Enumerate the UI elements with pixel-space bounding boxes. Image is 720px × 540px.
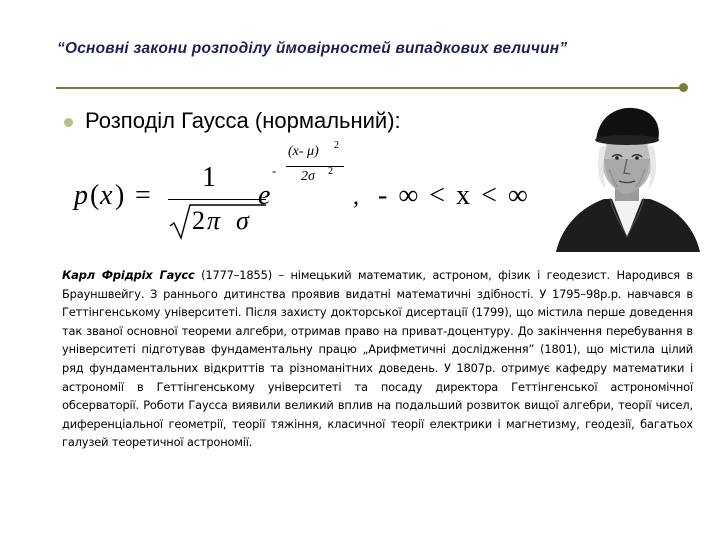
formula-range: - ∞ < x < ∞: [378, 180, 528, 211]
formula-p: p: [74, 180, 88, 211]
formula-x: x: [100, 180, 113, 211]
gauss-portrait: [552, 97, 702, 252]
formula-e: e: [258, 180, 271, 211]
formula-open-paren: (: [90, 180, 100, 211]
divider-end-dot: [679, 83, 688, 92]
exponent-minus: -: [272, 163, 277, 178]
formula-close-paren: ): [115, 180, 125, 211]
exponent-denominator-power: 2: [328, 166, 333, 177]
sqrt-pi: π: [207, 206, 221, 235]
gauss-formula: [60, 140, 540, 240]
biography-text: (1777–1855) – німецький математик, астроном, фізик і геодезист. Народився в Брауншвейгу. З раннього дитинства проявив видатні математичні здібності. У 1795–98р.р. навчався в Геттінгенському університеті. Після захисту докторської дисертації (1799), що містила перше доведення так званої основної теореми алгебри, отримав право на приват-доцентуру. До закінчення перебування в університеті підготував фундаментальну працю „Арифметичні дослідження” (1801), що містила цілий ряд фундаментальних відкриттів та різноманітних доведень. У 1807р. отримує кафедру математики і астрономії в Геттінгенському університеті та посаду директора Геттінгенської астрономічної обсерваторії. Роботи Гаусса виявили великий вплив на подальший розвиток вищої алгебри, теорії чисел, диференціальної геометрії, теорії тяжіння, класичної теорії електрики і магнетизму, геодезії, багатьох галузей теоретичної астрономії.: [62, 268, 693, 450]
exponent-numerator-power: 2: [334, 140, 339, 151]
formula-equals: =: [135, 180, 151, 211]
fraction-numerator: 1: [202, 162, 216, 193]
sigma: σ: [236, 206, 249, 235]
bullet-icon: [64, 118, 73, 127]
slide-title: “Основні закони розподілу ймовірностей випадкових величин”: [57, 40, 568, 57]
exponent-numerator: (x- μ): [288, 144, 319, 159]
biography-name: Карл Фрідріх Гаусс: [62, 268, 195, 282]
title-divider: [56, 87, 682, 89]
biography-paragraph: [62, 266, 693, 452]
bullet-heading: Розподіл Гаусса (нормальний):: [85, 108, 401, 133]
exponent-bar: [286, 166, 344, 167]
formula-comma: ,: [353, 184, 359, 210]
exponent-denominator: 2σ: [301, 169, 315, 184]
sqrt-two: 2: [192, 206, 205, 235]
fraction-bar: [168, 199, 266, 200]
